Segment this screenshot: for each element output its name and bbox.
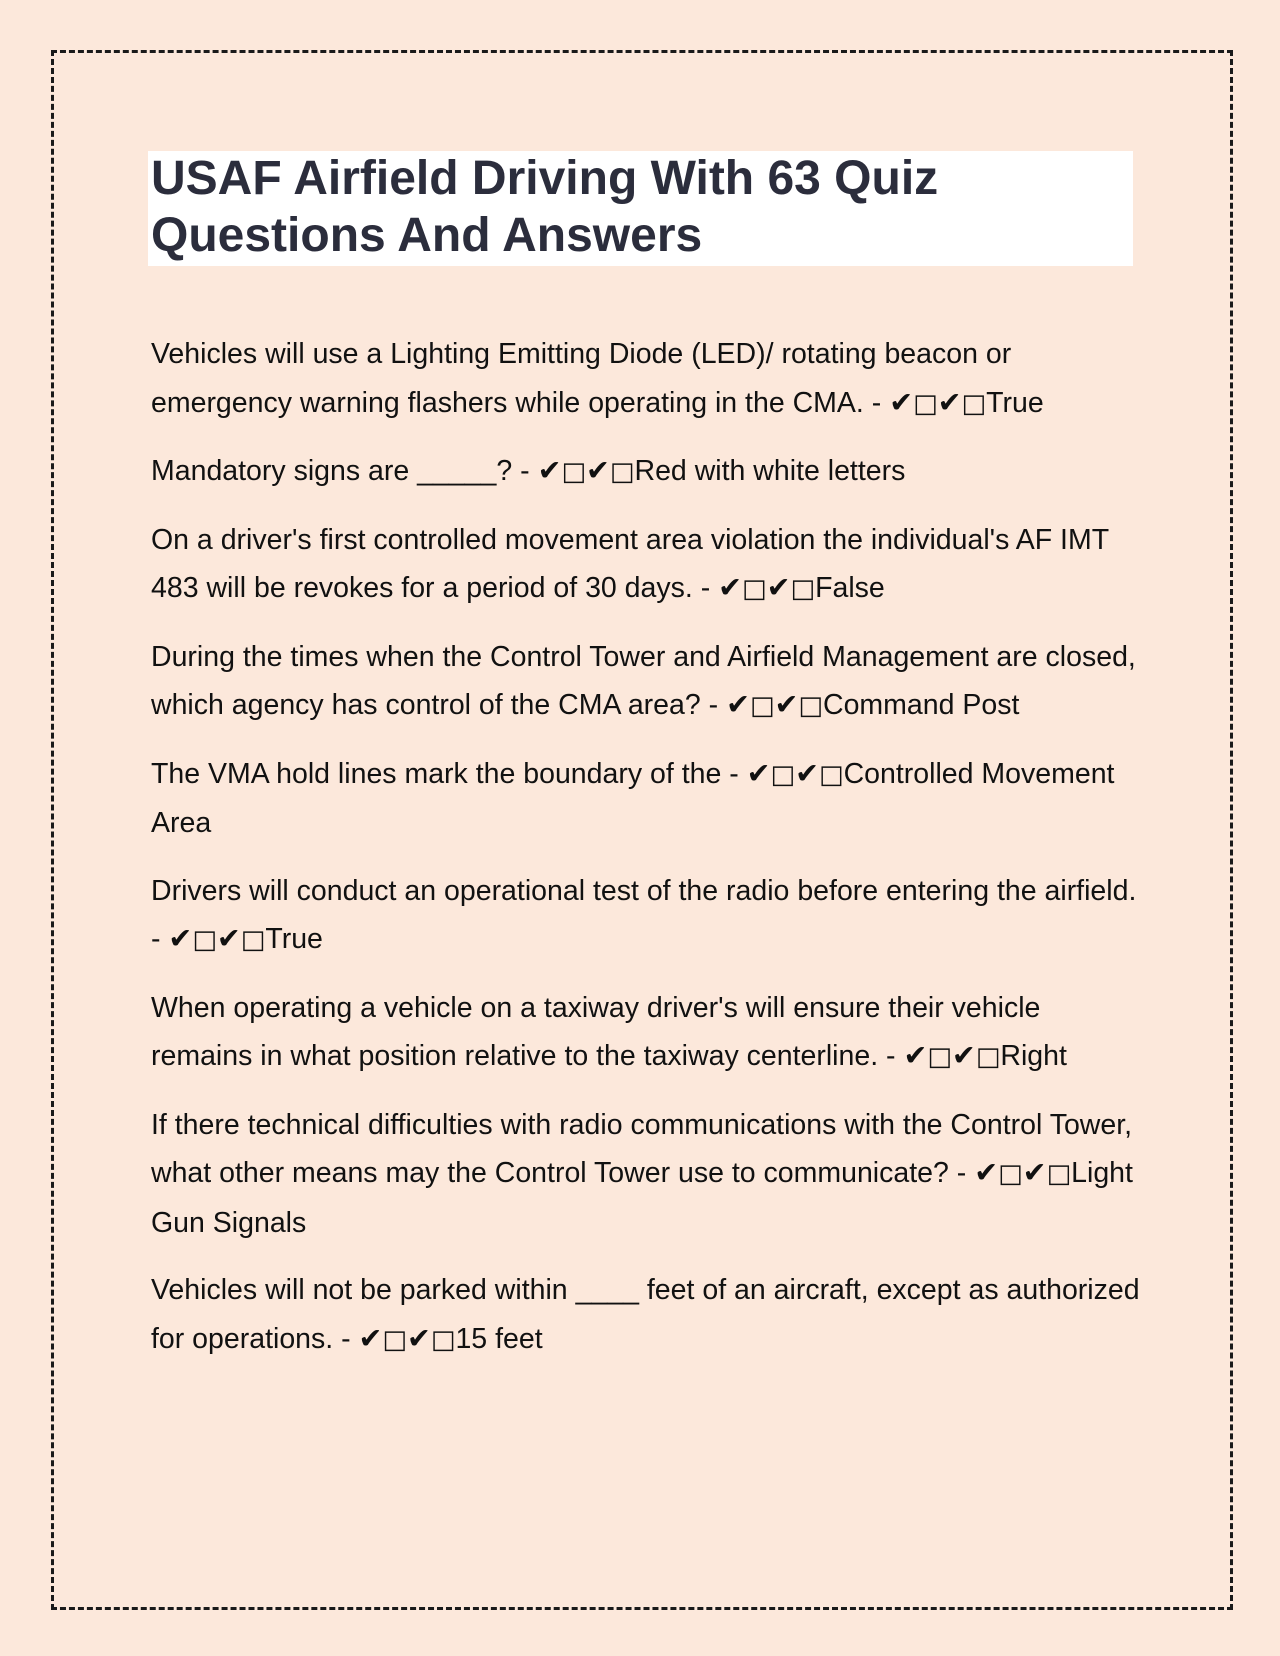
question-text: The VMA hold lines mark the boundary of the - [151, 757, 747, 790]
checkmark-icon: ✔□✔□ [889, 386, 987, 419]
answer-text: Right [1000, 1040, 1067, 1072]
checkmark-icon: ✔□✔□ [903, 1040, 1001, 1072]
qa-item [151, 330, 1141, 428]
answer-text: Light Gun Signals [151, 1157, 1133, 1239]
qa-item [151, 867, 1141, 965]
answer-text: False [815, 572, 885, 604]
answer-text: Command Post [823, 689, 1020, 721]
document-title: USAF Airfield Driving With 63 Quiz Questions And Answers [151, 152, 939, 262]
qa-item [151, 516, 1141, 614]
answer-text: 15 feet [455, 1322, 543, 1355]
question-text: During the times when the Control Tower and Airfield Management are closed, which agency has control of the CMA area? - [151, 640, 1136, 721]
qa-list [151, 330, 1141, 1383]
question-text: Vehicles will not be parked within ____ feet of an aircraft, except as authorized for operations. - [151, 1274, 1140, 1355]
qa-item [151, 1101, 1141, 1248]
checkmark-icon: ✔□✔□ [746, 757, 844, 790]
checkmark-icon: ✔□✔□ [537, 455, 635, 487]
answer-text: Red with white letters [634, 455, 906, 487]
qa-item [151, 750, 1141, 848]
checkmark-icon: ✔□✔□ [974, 1157, 1072, 1189]
answer-text: True [265, 923, 323, 955]
question-text: When operating a vehicle on a taxiway driver's will ensure their vehicle remains in what position relative to the taxiway centerline. - [151, 991, 1041, 1072]
qa-item [151, 447, 1141, 497]
question-text: If there technical difficulties with radio communications with the Control Tower, what other means may the Control Tower use to communicate? - [151, 1108, 1133, 1189]
question-text: Vehicles will use a Lighting Emitting Diode (LED)/ rotating beacon or emergency warning flashers while operating in the CMA. - [151, 338, 1012, 419]
checkmark-icon: ✔□✔□ [726, 689, 823, 721]
checkmark-icon: ✔□✔□ [718, 572, 816, 604]
qa-item [151, 1266, 1141, 1364]
answer-text: True [986, 386, 1044, 419]
question-text: Drivers will conduct an operational test of the radio before entering the airfield. - [151, 874, 1137, 955]
checkmark-icon: ✔□✔□ [358, 1322, 456, 1355]
question-text: On a driver's first controlled movement area violation the individual's AF IMT 483 will be revokes for a period of 30 days. - [151, 523, 1109, 604]
question-text: Mandatory signs are _____? - [151, 455, 538, 487]
qa-item [151, 633, 1141, 731]
answer-text: Controlled Movement Area [151, 757, 1115, 839]
checkmark-icon: ✔□✔□ [168, 923, 266, 955]
qa-item [151, 984, 1141, 1082]
